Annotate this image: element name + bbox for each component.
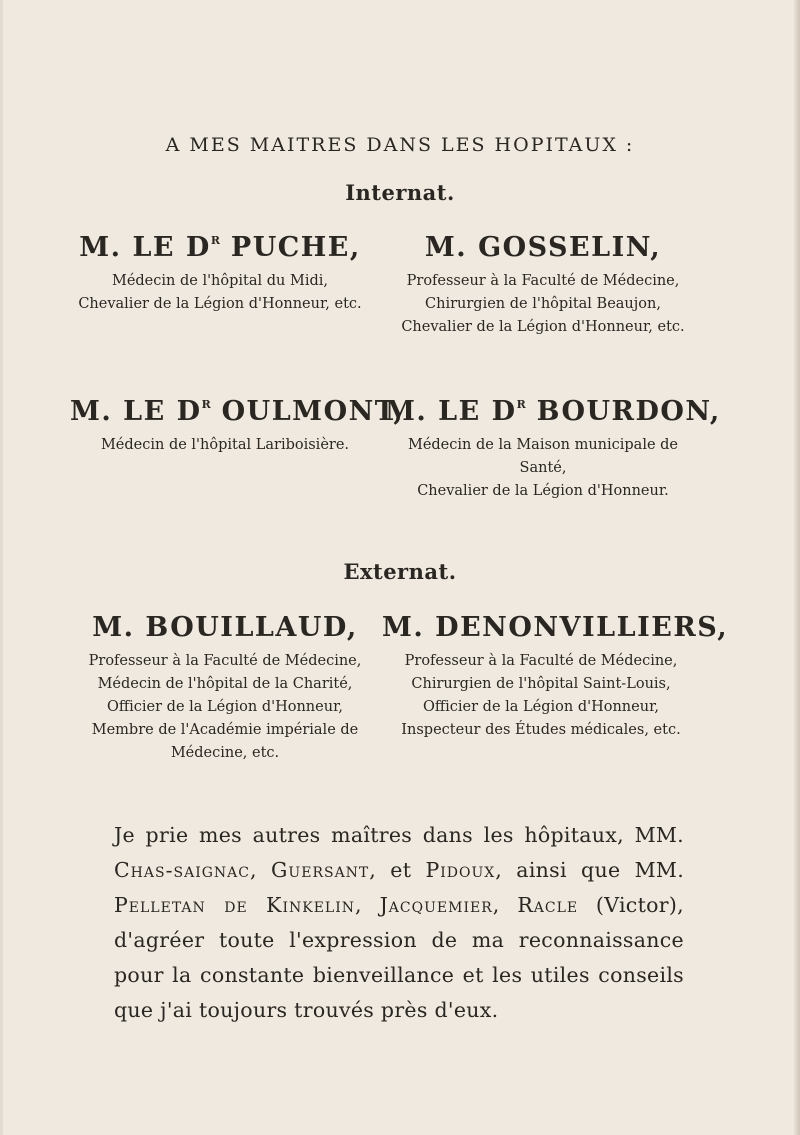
externat-title: Externat. bbox=[343, 559, 457, 584]
dedication-gosselin bbox=[388, 232, 698, 339]
name-oulmont: M. LE $D^R$ OULMONT, bbox=[70, 396, 405, 427]
name-chassaignac: Chas-saignac bbox=[114, 858, 251, 882]
name-gosselin: M. GOSSELIN, bbox=[424, 232, 662, 263]
name-guersant: Guersant bbox=[271, 858, 370, 882]
desc-denonvilliers: Professeur à la Faculté de Médecine, Chirurgien de l'hôpital Saint-Louis, Officier de la Légion d'Honneur, Inspecteur des Études médicales, etc. bbox=[401, 653, 681, 738]
name-jacquemier: Jacquemier bbox=[379, 893, 493, 917]
desc-gosselin: Professeur à la Faculté de Médecine, Chirurgien de l'hôpital Beaujon, Chevalier de la Légion d'Honneur, etc. bbox=[401, 273, 685, 335]
dedication-heading: A MES MAITRES DANS LES HOPITAUX : bbox=[165, 134, 635, 156]
dedication-denonvilliers bbox=[382, 612, 729, 742]
name-puche: M. LE $D^R$ PUCHE, bbox=[79, 232, 361, 263]
name-bouillaud: M. BOUILLAUD, bbox=[92, 612, 358, 643]
dedication-bouillaud bbox=[80, 612, 370, 765]
name-bourdon: M. LE $D^R$ BOURDON, bbox=[385, 396, 721, 427]
name-denonvilliers: M. DENONVILLIERS, bbox=[382, 612, 729, 643]
closing-paragraph: Je prie mes autres maîtres dans les hôpitaux, MM. Chas-saignac, Guersant, et Pidoux, ainsi que MM. Pelletan de Kinkelin, Jacquemier, Racle (Victor), d'agréer toute l'expression de ma reconnaissance pour la constante bienveillance et les utiles conseils que j'ai toujours trouvés près d'eux. bbox=[114, 823, 685, 1022]
internat-title: Internat. bbox=[345, 180, 455, 205]
desc-bourdon: Médecin de la Maison municipale de Santé, Chevalier de la Légion d'Honneur. bbox=[407, 437, 679, 499]
desc-puche: Médecin de l'hôpital du Midi, Chevalier de la Légion d'Honneur, etc. bbox=[78, 273, 362, 312]
dedication-puche bbox=[70, 232, 370, 316]
desc-oulmont: Médecin de l'hôpital Lariboisière. bbox=[100, 437, 350, 453]
dedication-oulmont bbox=[70, 396, 405, 457]
name-pidoux: Pidoux bbox=[425, 858, 496, 882]
name-racle: Racle bbox=[517, 893, 579, 917]
desc-bouillaud: Professeur à la Faculté de Médecine, Médecin de l'hôpital de la Charité, Officier de la Légion d'Honneur, Membre de l'Académie impériale de Médecine, etc. bbox=[88, 653, 362, 761]
name-pelletan: Pelletan de Kinkelin bbox=[114, 893, 355, 917]
dedication-bourdon bbox=[385, 396, 721, 503]
